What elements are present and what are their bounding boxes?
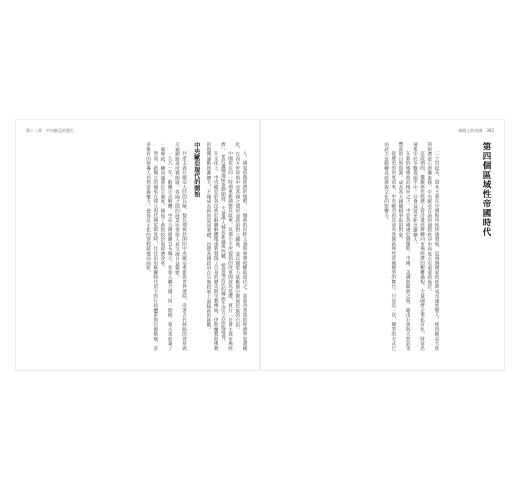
section-heading: 中央歐亞現代的開始 <box>192 142 200 198</box>
left-running-head: 第十二章 中央歐亞的重生 <box>26 128 74 133</box>
body-paragraph: 二十世紀末，資本主義在中國和印度快速發展，這兩個國家的經濟成長速度驚人，使得歐亞大陸的經濟重心逐漸東移，中央歐亞在新的國際秩序中再度占有重要的地位。 <box>426 142 439 351</box>
left-body-text <box>30 142 248 352</box>
body-paragraph: 中國也在同一時期重新調整其政策，以鄧小平所提倡的改革開放為基礎，實行「社會主義市場經濟」，並於邊疆地區推動開發，大量漢人移居新疆與西藏，使當地居民的傳統生活方式面臨威脅。 <box>220 142 233 351</box>
body-paragraph: 在新的地緣政治格局之下，中亞各國處於俄羅斯、中國、美國與歐洲之間，藉由石油與天然氣等豐富的自然資源，成為各大國競相爭取的對象。 <box>397 142 411 351</box>
body-paragraph: 然而，新獨立的國家在建立現代國家制度時，往往沿用蘇聯時代留下的行政體系與官僚階層，許多舊有的領導人仍然掌握權力，使得民主化的進程緩慢而曲折。 <box>145 142 158 351</box>
body-paragraph: 從歷史的角度看來，中央歐亞再次成為各個區域性帝國競爭的舞台，只是這一次，競爭的方式已由武力征服轉為經濟與文化的影響力。 <box>383 142 396 351</box>
body-paragraph: 人，國家依舊經濟的復甦，一個新的民粹主義與專制政權取而代之，並將改革派的經濟學家邊緣化，在西方世界與中亞各國之間形成新的對立關係，並以國家力量壓制宗教與民族的自由。 <box>234 142 247 351</box>
body-paragraph: 在文化上，中央歐亞的各民族於蘇聯解體後重新發現了自身的歷史與宗教傳統，伊斯蘭教與佛教的復興運動逐漸擴大，不僅成為新的認同基礎，也使各國政府在宗教政策上面臨新的挑戰。 <box>205 142 219 351</box>
body-paragraph: 一九九一年，蘇聯正式解體，中亞五國相繼宣布獨立，並加入聯合國；同一時期，蒙古也放棄了一黨專政，轉向議會民主制度，開始了新的政治與經濟改革。 <box>159 142 173 351</box>
body-paragraph: 共產主義在歐亞大陸的瓦解，使長期被封閉的中央歐亞重新與世界連結，沿著古代絲路的貿易與交通網路再度被開啟，各國之間的商業往來與人員交流日益頻繁。 <box>174 142 187 351</box>
left-page <box>16 120 260 370</box>
right-running-head: 絲路上的帝國 392 <box>458 128 494 133</box>
book-spread <box>16 120 504 370</box>
body-paragraph: 這段期間，俄羅斯也經歷了從計畫經濟轉向市場經濟的艱難過程，大量國營企業私有化，財富迅速集中於少數寡頭手中，社會貧富差距急遽擴大。 <box>412 142 425 351</box>
chapter-section-title: 第四個區域性帝國時代 <box>481 142 491 237</box>
right-body-text <box>274 142 440 352</box>
right-page <box>260 120 504 370</box>
